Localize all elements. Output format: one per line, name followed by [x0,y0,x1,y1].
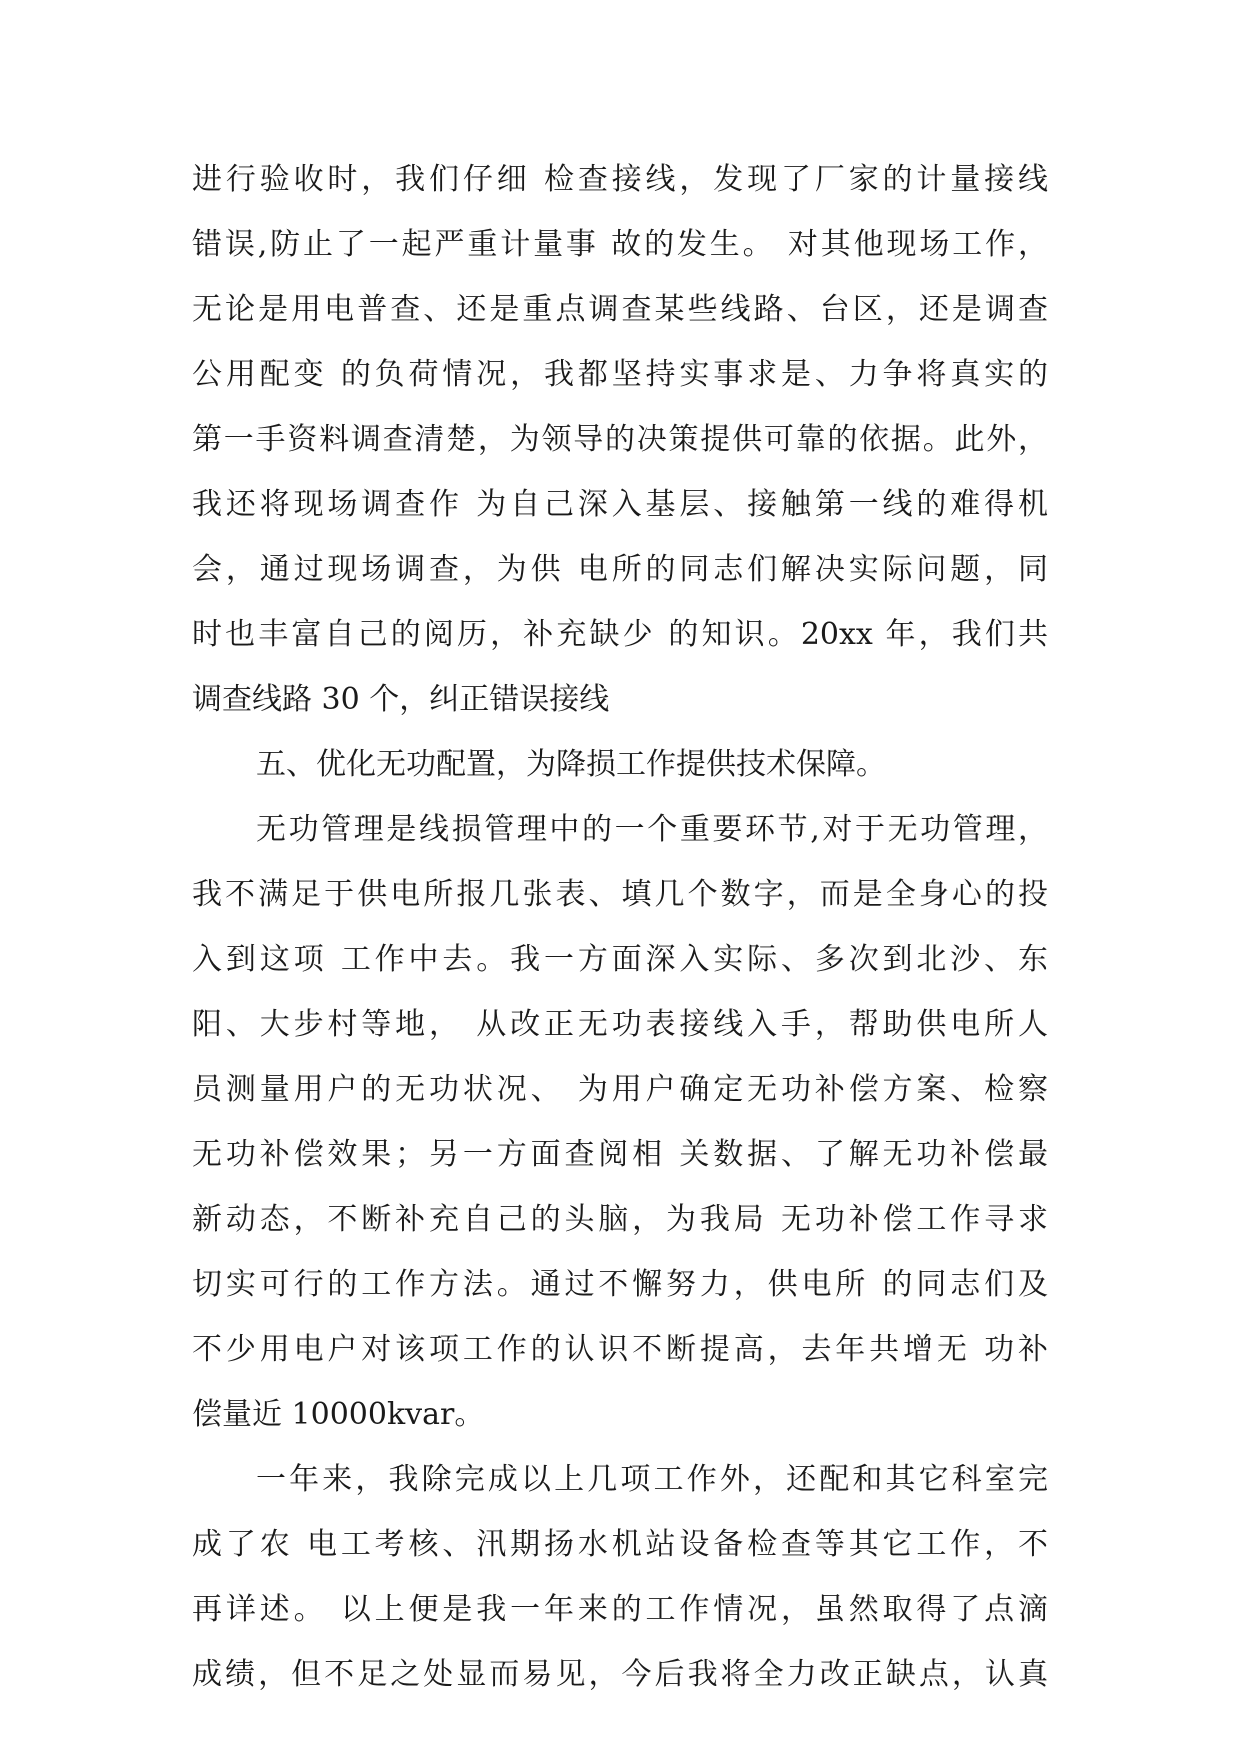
text-line: 不少用电户对该项工作的认识不断提高，去年共增无 功补 [192,1332,1048,1367]
text-line: 我不满足于供电所报几张表、填几个数字，而是全身心的投 [192,877,1048,912]
text-line: 公用配变 的负荷情况，我都坚持实事求是、力争将真实的 [192,357,1048,392]
section-heading: 五、优化无功配置，为降损工作提供技术保障。 [256,747,886,782]
text-line: 成绩，但不足之处显而易见，今后我将全力改正缺点，认真 [192,1657,1048,1692]
text-line: 一年来，我除完成以上几项工作外，还配和其它科室完 [256,1462,1048,1497]
text-line: 成了农 电工考核、汛期扬水机站设备检查等其它工作，不 [192,1527,1048,1562]
text-line: 再详述。 以上便是我一年来的工作情况，虽然取得了点滴 [192,1592,1048,1627]
document-body [192,160,1048,1720]
text-line: 进行验收时，我们仔细 检查接线，发现了厂家的计量接线 [192,162,1048,197]
text-line: 切实可行的工作方法。通过不懈努力，供电所 的同志们及 [192,1267,1048,1302]
text-line: 阳、大步村等地， 从改正无功表接线入手，帮助供电所人 [192,1007,1048,1042]
text-line: 错误,防止了一起严重计量事 故的发生。 对其他现场工作， [192,227,1048,262]
text-line: 无功管理是线损管理中的一个重要环节,对于无功管理， [256,812,1048,847]
text-line: 调查线路 30 个，纠正错误接线 [192,682,610,717]
text-line: 偿量近 10000kvar。 [192,1397,485,1432]
text-line: 第一手资料调查清楚，为领导的决策提供可靠的依据。此外， [192,422,1048,457]
text-line: 时也丰富自己的阅历，补充缺少 的知识。20xx 年，我们共 [192,617,1048,652]
text-line: 新动态，不断补充自己的头脑，为我局 无功补偿工作寻求 [192,1202,1048,1237]
text-line: 入到这项 工作中去。我一方面深入实际、多次到北沙、东 [192,942,1048,977]
text-line: 我还将现场调查作 为自己深入基层、接触第一线的难得机 [192,487,1048,522]
text-line: 员测量用户的无功状况、 为用户确定无功补偿方案、检察 [192,1072,1048,1107]
text-line: 会，通过现场调查，为供 电所的同志们解决实际问题，同 [192,552,1048,587]
text-line: 无论是用电普查、还是重点调查某些线路、台区，还是调查 [192,292,1048,327]
text-line: 无功补偿效果；另一方面查阅相 关数据、了解无功补偿最 [192,1137,1048,1172]
